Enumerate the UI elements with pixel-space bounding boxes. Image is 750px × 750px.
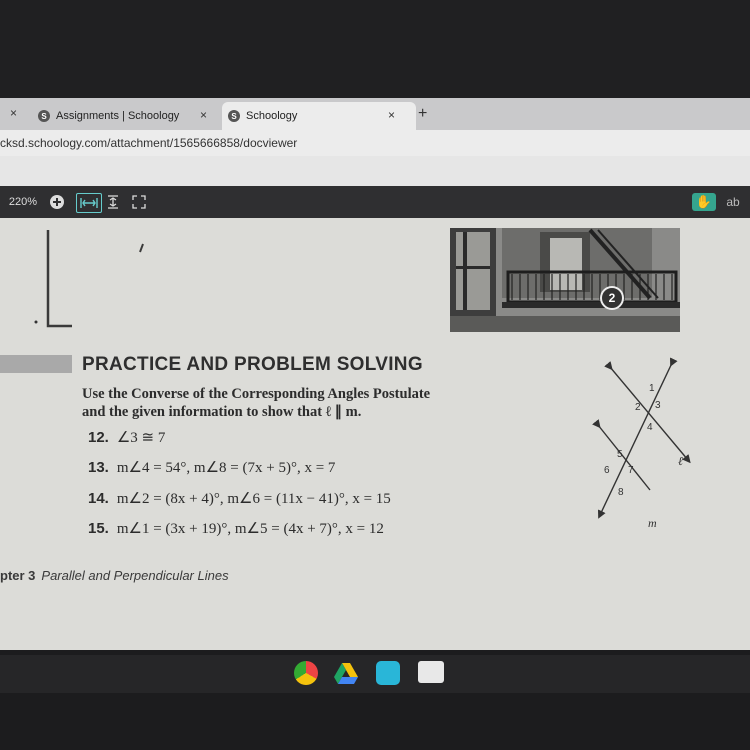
instructions-line1: Use the Converse of the Corresponding Angles Postulate [82,386,431,402]
schoology-icon: S [38,110,50,122]
line-m [598,425,650,490]
chapter-title: Parallel and Perpendicular Lines [41,568,229,583]
figure-badge: 2 [600,286,624,310]
fullscreen-icon[interactable] [130,193,148,211]
tab-schoology[interactable] [222,102,416,130]
transversal-line [610,367,688,460]
zoom-level: 220% [8,196,38,208]
problem-text: m∠2 = (8x + 4)°, m∠6 = (11x − 41)°, x = 15 [116,491,391,507]
bookmarks-area [0,156,750,186]
drive-icon[interactable] [334,661,358,685]
app-icon[interactable] [418,661,444,683]
angle-label-1: 1 [649,383,655,394]
building-photo [450,228,680,332]
tab-label: Schoology [246,110,298,122]
line-label-m: m [648,516,657,530]
screen-bezel [0,0,750,98]
angle-label-3: 3 [655,400,661,411]
angle-label-7: 7 [628,465,634,476]
page-footer [0,568,229,583]
problem-number: 15. [88,520,109,537]
problem-12 [88,428,165,447]
angle-label-4: 4 [647,422,653,433]
problem-text: m∠4 = 54°, m∠8 = (7x + 5)°, x = 7 [116,460,336,476]
fit-height-icon[interactable] [104,193,122,211]
line-label-l: ℓ [678,454,683,468]
close-icon[interactable]: × [10,106,18,120]
problem-number: 12. [88,429,109,446]
doc-viewer-toolbar [0,186,750,218]
tab-assignments[interactable] [38,102,218,130]
problem-number: 14. [88,490,109,507]
problem-15 [88,519,384,538]
parallel-lines-diagram [580,355,700,540]
problem-number: 13. [88,459,109,476]
angle-label-8: 8 [618,487,624,498]
tab-strip [0,98,750,130]
close-icon[interactable]: × [200,108,208,122]
cloud-app-icon[interactable] [376,661,400,685]
schoology-icon: S [228,110,240,122]
angle-label-5: 5 [617,449,623,460]
problem-text: ∠3 ≅ 7 [116,430,166,446]
chapter-label: pter 3 [0,568,36,583]
address-bar[interactable] [0,130,750,156]
instructions-line2: and the given information to show that ℓ ∥ m. [82,404,362,420]
text-select-icon[interactable]: ab [726,195,740,209]
angle-label-6: 6 [604,465,610,476]
chrome-icon[interactable] [294,661,318,685]
problem-14 [88,489,391,508]
section-bar [0,355,72,373]
problem-13 [88,458,335,477]
line-l [600,363,672,515]
fit-width-icon[interactable] [76,193,102,213]
angle-label-2: 2 [635,402,641,413]
new-tab-button[interactable]: + [418,105,428,122]
os-shelf [0,655,750,693]
zoom-in-icon[interactable] [48,193,66,211]
hand-tool-icon[interactable]: ✋ [692,193,716,211]
close-icon[interactable]: × [388,108,396,122]
tab-label: Assignments | Schoology [56,110,180,122]
section-heading: PRACTICE AND PROBLEM SOLVING [82,354,423,375]
problem-text: m∠1 = (3x + 19)°, m∠5 = (4x + 7)°, x = 12 [116,521,384,537]
url-text: cksd.schoology.com/attachment/1565666858/docviewer [0,136,298,150]
